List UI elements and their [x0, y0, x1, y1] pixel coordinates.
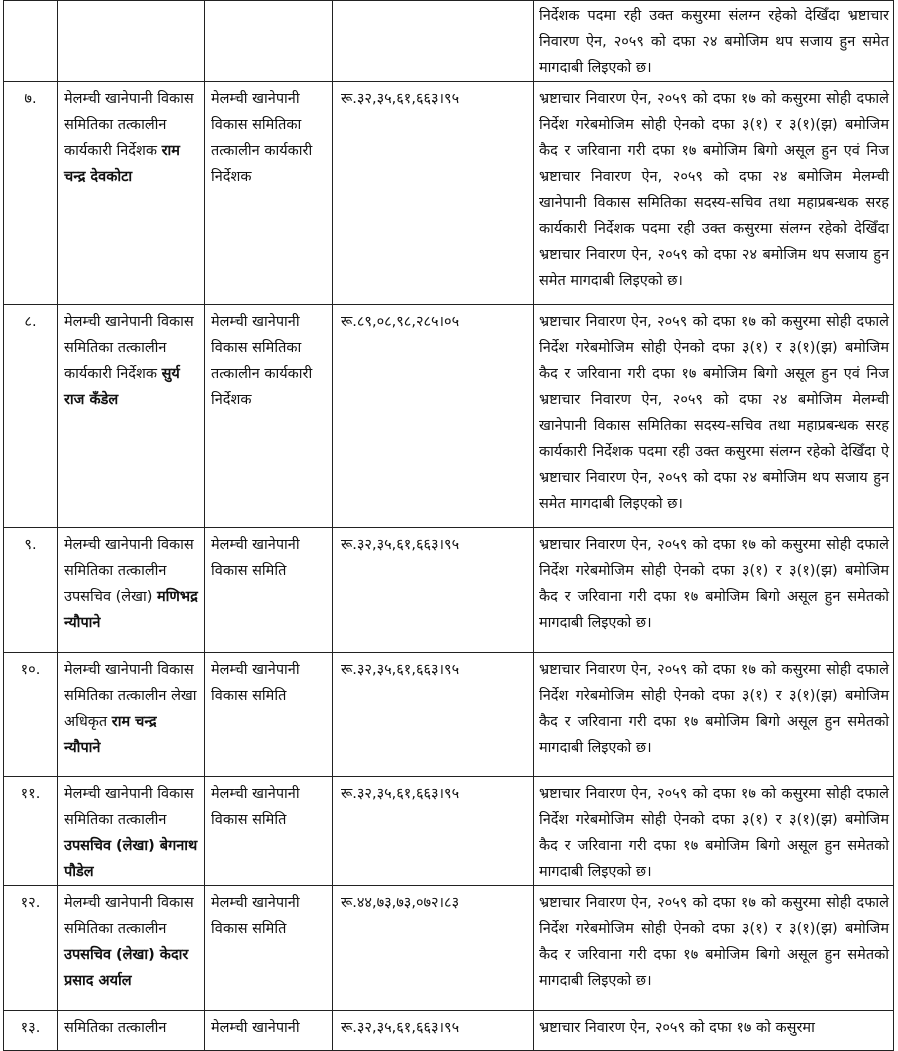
accused-cell: [58, 1011, 205, 1051]
table-row: [4, 528, 894, 653]
body-cell: मेलम्ची खानेपानी विकास समिति: [205, 528, 333, 653]
table-row: [4, 1011, 894, 1051]
claim-cell: भ्रष्टाचार निवारण ऐन, २०५९ को दफा १७ को कसुरमा सोही दफाले निर्देश गरेबमोजिम सोही ऐनको दफा ३(१) र ३(१)(झ) बमोजिम कैद र जरिवाना गरी दफा १७ बमोजिम बिगो असूल हुन समेतको मागदाबी लिइएको छ।: [534, 528, 894, 653]
accused-cell: [58, 777, 205, 886]
case-table: [3, 0, 894, 1051]
accused-designation: समितिका तत्कालीन: [64, 1020, 167, 1036]
table-row: [4, 305, 894, 528]
row-number: ९.: [4, 528, 58, 653]
accused-name: मणिभद्र न्यौपाने: [64, 589, 198, 631]
amount-cell: रू.८९,०८,९८,२८५।०५: [333, 305, 534, 528]
accused-name: राम चन्द्र देवकोटा: [64, 143, 180, 185]
amount-cell: रू.३२,३५,६१,६६३।९५: [333, 777, 534, 886]
accused-cell: [58, 528, 205, 653]
accused-designation: मेलम्ची खानेपानी विकास समितिका तत्कालीन: [64, 895, 194, 937]
row-number: १०.: [4, 653, 58, 777]
row-number: ८.: [4, 305, 58, 528]
body-cell: मेलम्ची खानेपानी विकास समिति: [205, 777, 333, 886]
table-row: [4, 82, 894, 305]
accused-name: उपसचिव (लेखा) बेगनाथ पौडेल: [64, 838, 198, 880]
accused-designation: मेलम्ची खानेपानी विकास समितिका तत्कालीन कार्यकारी निर्देशक: [64, 91, 194, 159]
accused-designation: मेलम्ची खानेपानी विकास समितिका तत्कालीन उपसचिव (लेखा): [64, 537, 194, 605]
body-cell: [205, 1, 333, 82]
row-number: ११.: [4, 777, 58, 886]
row-number: ७.: [4, 82, 58, 305]
table-row: [4, 777, 894, 886]
table-row: [4, 1, 894, 82]
claim-cell: भ्रष्टाचार निवारण ऐन, २०५९ को दफा १७ को कसुरमा सोही दफाले निर्देश गरेबमोजिम सोही ऐनको दफा ३(१) र ३(१)(झ) बमोजिम कैद र जरिवाना गरी दफा १७ बमोजिम बिगो असूल हुन समेतको मागदाबी लिइएको छ।: [534, 777, 894, 886]
body-cell: मेलम्ची खानेपानी: [205, 1011, 333, 1051]
amount-cell: [333, 1, 534, 82]
amount-cell: रू.३२,३५,६१,६६३।९५: [333, 82, 534, 305]
accused-cell: [58, 653, 205, 777]
accused-designation: मेलम्ची खानेपानी विकास समितिका तत्कालीन लेखा अधिकृत: [64, 662, 197, 730]
claim-cell: निर्देशक पदमा रही उक्त कसुरमा संलग्न रहेको देखिँदा भ्रष्टाचार निवारण ऐन, २०५९ को दफा २४ बमोजिम थप सजाय हुन समेत मागदाबी लिइएको छ।: [534, 1, 894, 82]
amount-cell: रू.३२,३५,६१,६६३।९५: [333, 528, 534, 653]
accused-cell: [58, 886, 205, 1011]
row-number: १३.: [4, 1011, 58, 1051]
body-cell: मेलम्ची खानेपानी विकास समिति: [205, 886, 333, 1011]
accused-cell: [58, 82, 205, 305]
claim-cell: भ्रष्टाचार निवारण ऐन, २०५९ को दफा १७ को कसुरमा सोही दफाले निर्देश गरेबमोजिम सोही ऐनको दफा ३(१) र ३(१)(झ) बमोजिम कैद र जरिवाना गरी दफा १७ बमोजिम बिगो असूल हुन समेतको मागदाबी लिइएको छ।: [534, 653, 894, 777]
accused-name: राम चन्द्र न्यौपाने: [64, 714, 157, 756]
amount-cell: रू.३२,३५,६१,६६३।९५: [333, 1011, 534, 1051]
body-cell: मेलम्ची खानेपानी विकास समिति: [205, 653, 333, 777]
accused-designation: मेलम्ची खानेपानी विकास समितिका तत्कालीन: [64, 786, 194, 828]
claim-cell: भ्रष्टाचार निवारण ऐन, २०५९ को दफा १७ को कसुरमा: [534, 1011, 894, 1051]
amount-cell: रू.४४,७३,७३,०७२।८३: [333, 886, 534, 1011]
table-row: [4, 886, 894, 1011]
amount-cell: रू.३२,३५,६१,६६३।९५: [333, 653, 534, 777]
table-row: [4, 653, 894, 777]
body-cell: मेलम्ची खानेपानी विकास समितिका तत्कालीन कार्यकारी निर्देशक: [205, 305, 333, 528]
accused-name: उपसचिव (लेखा) केदार प्रसाद अर्याल: [64, 947, 189, 989]
accused-designation: मेलम्ची खानेपानी विकास समितिका तत्कालीन कार्यकारी निर्देशक: [64, 314, 194, 382]
claim-cell: भ्रष्टाचार निवारण ऐन, २०५९ को दफा १७ को कसुरमा सोही दफाले निर्देश गरेबमोजिम सोही ऐनको दफा ३(१) र ३(१)(झ) बमोजिम कैद र जरिवाना गरी दफा १७ बमोजिम बिगो असूल हुन समेतको मागदाबी लिइएको छ।: [534, 886, 894, 1011]
claim-cell: भ्रष्टाचार निवारण ऐन, २०५९ को दफा १७ को कसुरमा सोही दफाले निर्देश गरेबमोजिम सोही ऐनको दफा ३(१) र ३(१)(झ) बमोजिम कैद र जरिवाना गरी दफा १७ बमोजिम बिगो असूल हुन एवं निज भ्रष्टाचार निवारण ऐन, २०५९ को दफा २४ बमोजिम मेलम्ची खानेपानी विकास समितिका सदस्य-सचिव तथा महाप्रबन्धक सरह कार्यकारी निर्देशक पदमा रही उक्त कसुरमा संलग्न रहेको देखिँदा ऐ भ्रष्टाचार निवारण ऐन, २०५९ को दफा २४ बमोजिम थप सजाय हुन समेत मागदाबी लिइएको छ।: [534, 305, 894, 528]
accused-name: सुर्य राज कँडेल: [64, 366, 180, 408]
row-number: १२.: [4, 886, 58, 1011]
row-number: [4, 1, 58, 82]
claim-cell: भ्रष्टाचार निवारण ऐन, २०५९ को दफा १७ को कसुरमा सोही दफाले निर्देश गरेबमोजिम सोही ऐनको दफा ३(१) र ३(१)(झ) बमोजिम कैद र जरिवाना गरी दफा १७ बमोजिम बिगो असूल हुन एवं निज भ्रष्टाचार निवारण ऐन, २०५९ को दफा २४ बमोजिम मेलम्ची खानेपानी विकास समितिका सदस्य-सचिव तथा महाप्रबन्धक सरह कार्यकारी निर्देशक पदमा रही उक्त कसुरमा संलग्न रहेको देखिँदा भ्रष्टाचार निवारण ऐन, २०५९ को दफा २४ बमोजिम थप सजाय हुन समेत मागदाबी लिइएको छ।: [534, 82, 894, 305]
accused-cell: [58, 305, 205, 528]
accused-cell: [58, 1, 205, 82]
body-cell: मेलम्ची खानेपानी विकास समितिका तत्कालीन कार्यकारी निर्देशक: [205, 82, 333, 305]
